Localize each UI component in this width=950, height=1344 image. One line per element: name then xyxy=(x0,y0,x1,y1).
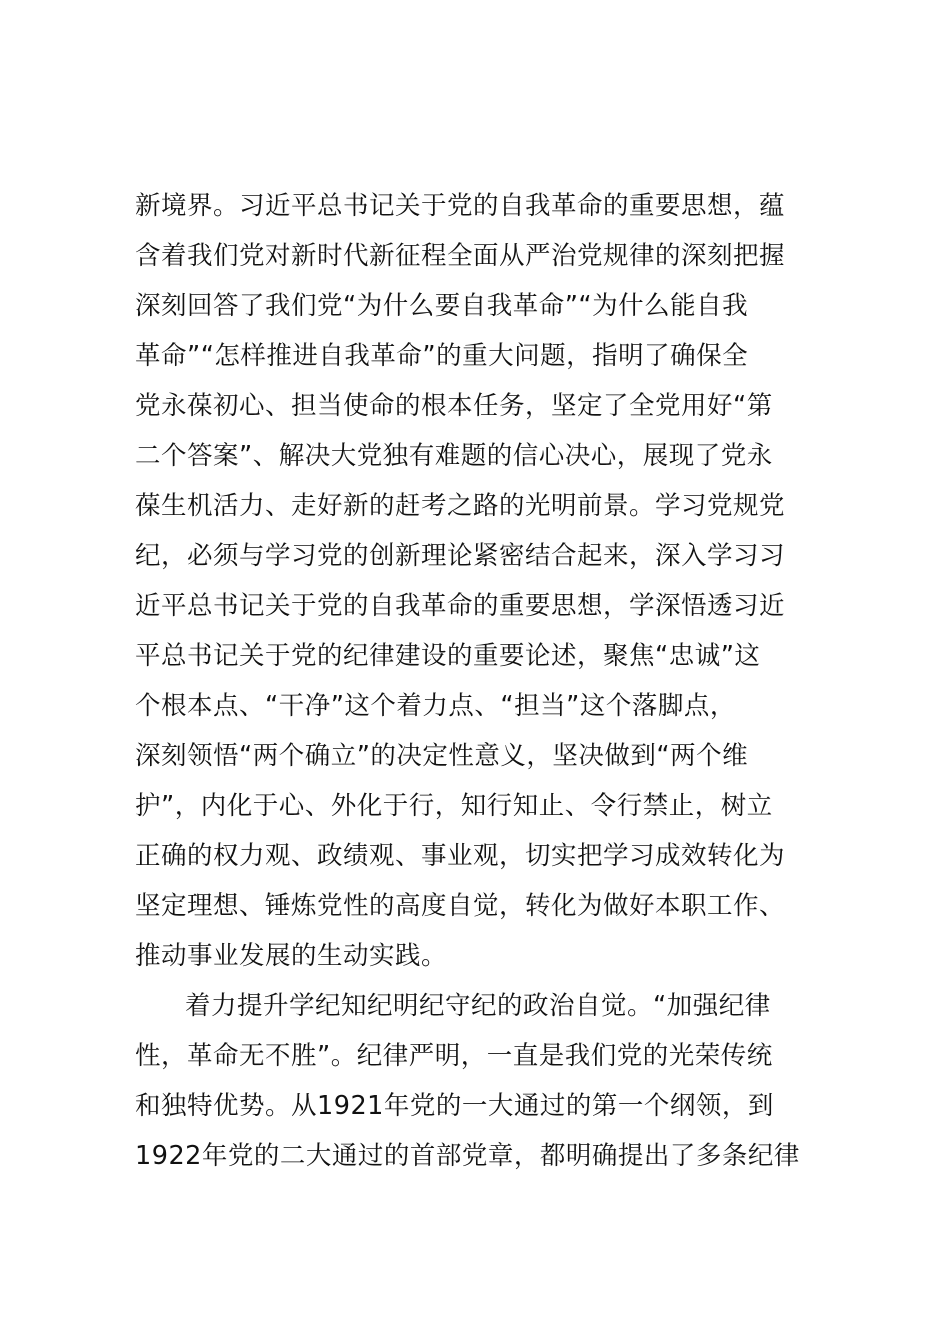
text-line: 近平总书记关于党的自我革命的重要思想，学深悟透习近 xyxy=(135,591,786,621)
text-line: 个根本点、“干净”这个着力点、“担当”这个落脚点， xyxy=(135,691,736,721)
text-line: 平总书记关于党的纪律建设的重要论述，聚焦“忠诚”这 xyxy=(135,641,761,671)
text-line: 含着我们党对新时代新征程全面从严治党规律的深刻把握 xyxy=(135,241,786,271)
text-line: 护”，内化于心、外化于行，知行知止、令行禁止，树立 xyxy=(135,791,773,821)
text-line: 正确的权力观、政绩观、事业观，切实把学习成效转化为 xyxy=(135,841,786,871)
text-line: 二个答案”、解决大党独有难题的信心决心，展现了党永 xyxy=(135,441,773,471)
text-line: 新境界。习近平总书记关于党的自我革命的重要思想，蕴 xyxy=(135,191,786,221)
paragraph-2 xyxy=(135,981,855,1181)
document-body xyxy=(135,181,855,1181)
text-line: 推动事业发展的生动实践。 xyxy=(135,941,448,971)
text-line: 1922年党的二大通过的首部党章，都明确提出了多条纪律 xyxy=(135,1141,800,1171)
text-line: 纪，必须与学习党的创新理论紧密结合起来，深入学习习 xyxy=(135,541,786,571)
text-line: 党永葆初心、担当使命的根本任务，坚定了全党用好“第 xyxy=(135,391,773,421)
text-line: 革命”“怎样推进自我革命”的重大问题，指明了确保全 xyxy=(135,341,749,371)
text-line: 和独特优势。从1921年党的一大通过的第一个纲领，到 xyxy=(135,1091,774,1121)
text-line: 深刻回答了我们党“为什么要自我革命”“为什么能自我 xyxy=(135,291,749,321)
text-line: 坚定理想、锤炼党性的高度自觉，转化为做好本职工作、 xyxy=(135,891,786,921)
text-line: 深刻领悟“两个确立”的决定性意义，坚决做到“两个维 xyxy=(135,741,749,771)
paragraph-1 xyxy=(135,181,855,981)
text-line: 性，革命无不胜”。纪律严明，一直是我们党的光荣传统 xyxy=(135,1041,773,1071)
text-line: 葆生机活力、走好新的赶考之路的光明前景。学习党规党 xyxy=(135,491,786,521)
text-line: 着力提升学纪知纪明纪守纪的政治自觉。“加强纪律 xyxy=(185,991,771,1021)
